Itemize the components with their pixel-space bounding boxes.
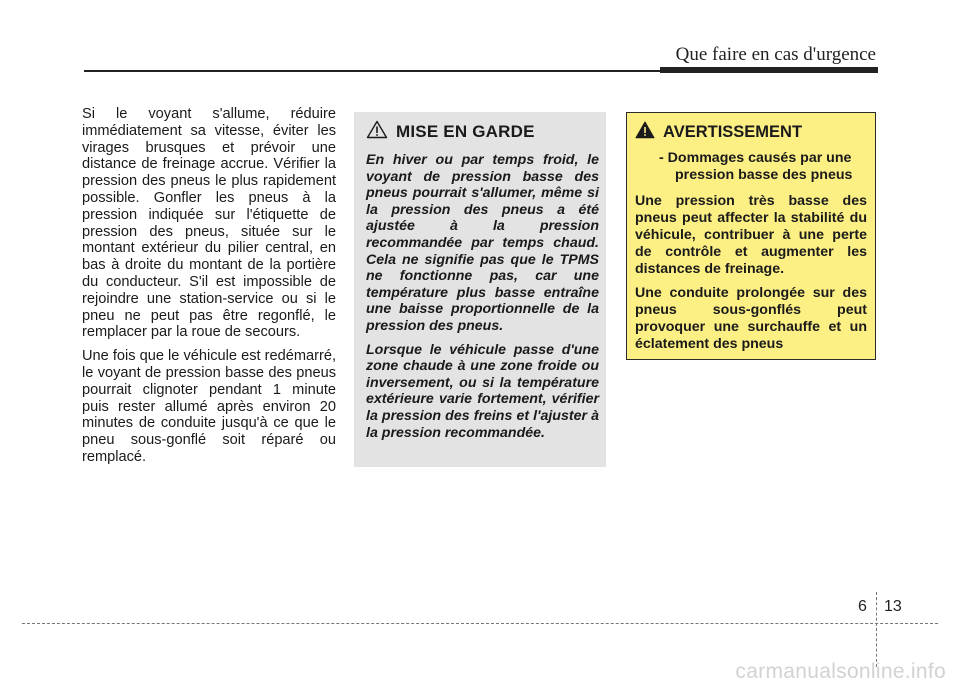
watermark: carmanualsonline.info: [735, 660, 946, 683]
warning-title: AVERTISSEMENT: [663, 123, 803, 141]
footer-divider: [876, 592, 877, 667]
left-paragraph-2: Une fois que le véhicule est redémarré, le voyant de pression basse des pneus pourrait clignoter pendant 1 minute puis rester allumé après environ 20 minutes de conduite jusqu'à ce que le pneu sous-gonflé soit réparé ou remplacé.: [82, 348, 336, 465]
left-paragraph-1: Si le voyant s'allume, réduire immédiatement sa vitesse, éviter les virages brusques et prévoir une distance de freinage accrue. Vérifier la pression des pneus le plus rapidement possible. Gonfler les pneus à la pression indiquée sur l'étiquette de pression des pneus, située sur le montant extérieur du pilier central, en bas à droite du montant de la portière du conducteur. S'il est impossible de rejoindre une station-service ou si le pneu ne peut pas être regonflé, le remplacer par la roue de secours.: [82, 106, 336, 341]
chapter-number: 6: [858, 598, 867, 615]
warning-subtitle: - Dommages causés par une pression basse des pneus: [659, 150, 853, 183]
caution-header: [366, 120, 599, 144]
page-header-title: Que faire en cas d'urgence: [675, 44, 876, 65]
caution-paragraph-2: Lorsque le véhicule passe d'une zone chaude à une zone froide ou inversement, ou si la température extérieure varie fortement, vérifier la pression des freins et l'ajuster à la pression recommandée.: [366, 341, 599, 441]
warning-triangle-filled-icon: [635, 121, 655, 144]
left-column-text: [82, 106, 336, 473]
warning-header: [635, 121, 867, 144]
warning-paragraph-2: Une conduite prolongée sur des pneus sous-gonflés peut provoquer une surchauffe et un éclatement des pneus: [635, 285, 867, 352]
caution-box: [354, 112, 606, 467]
header-rule: [84, 70, 664, 72]
page-number: 13: [884, 598, 902, 615]
caution-paragraph-1: En hiver ou par temps froid, le voyant de pression basse des pneus pourrait s'allumer, même si la pression des pneus a été ajustée à la pression recommandée par temps chaud. Cela ne signifie pas que le TPMS ne fonctionne pas, car une température plus basse entraîne une baisse proportionnelle de la pression des pneus.: [366, 152, 599, 334]
warning-paragraph-1: Une pression très basse des pneus peut affecter la stabilité du véhicule, contribuer à une perte de contrôle et augmenter les distances de freinage.: [635, 193, 867, 277]
warning-triangle-outline-icon: [366, 120, 388, 144]
caution-title: MISE EN GARDE: [396, 122, 535, 141]
footer-rule: [22, 623, 938, 624]
header-rule-thick: [660, 67, 878, 73]
warning-box: [626, 112, 876, 360]
